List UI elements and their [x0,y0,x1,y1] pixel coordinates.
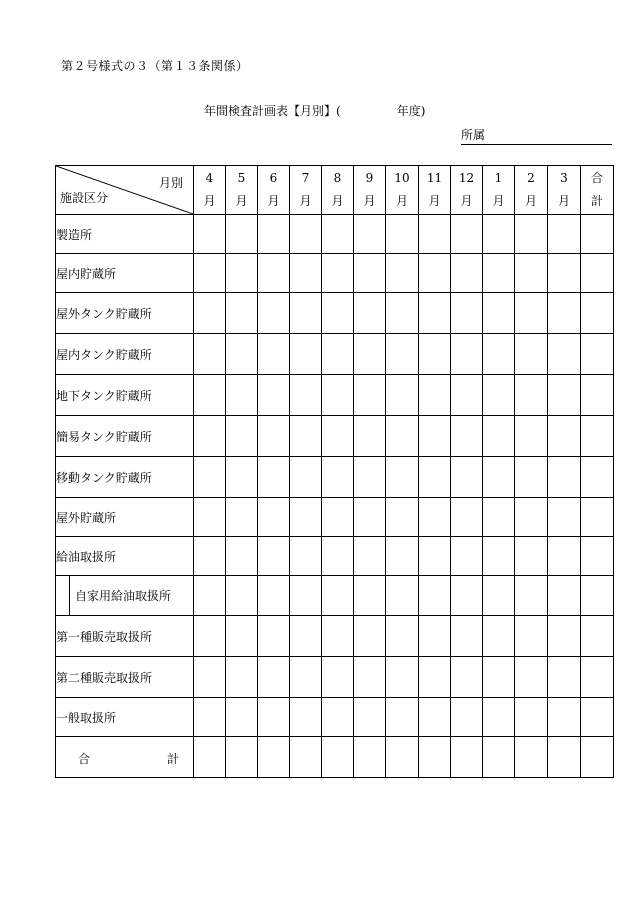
month-header-11 [419,166,451,215]
entry-cell[interactable] [322,576,354,616]
entry-cell[interactable] [258,737,290,778]
month-number: 2 [527,171,535,186]
month-unit: 月 [235,194,248,208]
entry-cell[interactable] [226,576,258,616]
entry-cell[interactable] [290,616,322,657]
entry-cell[interactable] [354,698,386,737]
month-number: 7 [301,171,310,186]
month-number: 12 [458,171,475,186]
month-unit: 月 [363,194,376,208]
entry-cell[interactable] [581,375,614,416]
entry-cell[interactable] [515,215,548,254]
table-row [56,498,614,537]
entry-cell[interactable] [419,293,451,334]
entry-cell[interactable] [322,537,354,576]
entry-cell[interactable] [354,657,386,698]
entry-cell[interactable] [258,334,290,375]
entry-cell[interactable] [581,537,614,576]
month-unit: 月 [203,194,216,208]
facility-label: 簡易タンク貯蔵所 [56,416,194,457]
entry-cell[interactable] [419,698,451,737]
entry-cell[interactable] [258,498,290,537]
month-header-6 [258,166,290,215]
month-unit: 月 [492,194,505,208]
entry-cell[interactable] [515,537,548,576]
entry-cell[interactable] [354,334,386,375]
entry-cell[interactable] [515,416,548,457]
entry-cell[interactable] [548,254,581,293]
entry-cell[interactable] [258,576,290,616]
entry-cell[interactable] [581,698,614,737]
entry-cell[interactable] [226,416,258,457]
entry-cell[interactable] [548,498,581,537]
entry-cell[interactable] [548,457,581,498]
facility-sublabel-cell [56,576,194,616]
entry-cell[interactable] [419,616,451,657]
entry-cell[interactable] [194,416,226,457]
entry-cell[interactable] [354,616,386,657]
entry-cell[interactable] [386,537,419,576]
month-header-1 [483,166,515,215]
month-header-5 [226,166,258,215]
entry-cell[interactable] [354,576,386,616]
header-row [56,166,614,215]
entry-cell[interactable] [451,334,483,375]
diagonal-header-cell [56,166,194,215]
entry-cell[interactable] [451,537,483,576]
entry-cell[interactable] [548,537,581,576]
entry-cell[interactable] [226,498,258,537]
entry-cell[interactable] [419,576,451,616]
entry-cell[interactable] [581,416,614,457]
entry-cell[interactable] [290,737,322,778]
total-column-bottom: 計 [590,194,603,208]
entry-cell[interactable] [322,498,354,537]
entry-cell[interactable] [354,293,386,334]
entry-cell[interactable] [581,737,614,778]
entry-cell[interactable] [483,576,515,616]
entry-cell[interactable] [258,375,290,416]
facility-label: 第二種販売取扱所 [56,657,194,698]
table-row [56,616,614,657]
entry-cell[interactable] [226,293,258,334]
total-row-label [56,737,194,778]
month-unit: 月 [331,194,344,208]
entry-cell[interactable] [483,215,515,254]
entry-cell[interactable] [386,616,419,657]
entry-cell[interactable] [194,215,226,254]
entry-cell[interactable] [548,576,581,616]
entry-cell[interactable] [226,254,258,293]
month-header-4 [194,166,226,215]
entry-cell[interactable] [322,375,354,416]
facility-label: 屋外貯蔵所 [56,498,194,537]
entry-cell[interactable] [386,457,419,498]
entry-cell[interactable] [419,457,451,498]
month-header-12 [451,166,483,215]
entry-cell[interactable] [483,698,515,737]
table-row [56,293,614,334]
entry-cell[interactable] [581,293,614,334]
entry-cell[interactable] [515,375,548,416]
entry-cell[interactable] [226,334,258,375]
entry-cell[interactable] [515,254,548,293]
entry-cell[interactable] [386,576,419,616]
total-row-right: 計 [166,752,179,766]
table-row [56,375,614,416]
entry-cell[interactable] [386,498,419,537]
entry-cell[interactable] [483,254,515,293]
table-row [56,215,614,254]
entry-cell[interactable] [322,616,354,657]
entry-cell[interactable] [581,576,614,616]
entry-cell[interactable] [290,416,322,457]
table-row [56,576,614,616]
total-column-header [581,166,614,215]
entry-cell[interactable] [581,254,614,293]
month-number: 9 [365,171,374,186]
inspection-plan-table [55,165,614,778]
entry-cell[interactable] [548,698,581,737]
entry-cell[interactable] [548,737,581,778]
entry-cell[interactable] [548,334,581,375]
entry-cell[interactable] [515,576,548,616]
facility-sublabel: 自家用給油取扱所 [69,576,193,615]
entry-cell[interactable] [258,616,290,657]
table-row [56,254,614,293]
entry-cell[interactable] [419,416,451,457]
entry-cell[interactable] [386,657,419,698]
document-title [204,102,425,119]
entry-cell[interactable] [515,616,548,657]
month-number: 6 [269,171,278,186]
entry-cell[interactable] [290,657,322,698]
table-row [56,537,614,576]
month-header-9 [354,166,386,215]
month-number: 4 [205,171,214,186]
entry-cell[interactable] [515,334,548,375]
entry-cell[interactable] [354,375,386,416]
table-row [56,457,614,498]
title-main: 年間検査計画表【月別】( [204,104,341,118]
entry-cell[interactable] [419,215,451,254]
entry-cell[interactable] [194,457,226,498]
entry-cell[interactable] [386,334,419,375]
entry-cell[interactable] [451,254,483,293]
entry-cell[interactable] [194,498,226,537]
month-header-10 [386,166,419,215]
month-header-7 [290,166,322,215]
month-number: 3 [560,171,568,186]
entry-cell[interactable] [451,416,483,457]
entry-cell[interactable] [548,416,581,457]
entry-cell[interactable] [386,293,419,334]
facility-label: 第一種販売取扱所 [56,616,194,657]
affiliation-field: 所属 [461,126,612,145]
month-header-8 [322,166,354,215]
entry-cell[interactable] [483,537,515,576]
entry-cell[interactable] [451,698,483,737]
entry-cell[interactable] [581,457,614,498]
entry-cell[interactable] [322,737,354,778]
form-number: 第２号様式の３（第１３条関係） [61,59,249,73]
entry-cell[interactable] [226,616,258,657]
total-row-left: 合 [78,752,91,766]
entry-cell[interactable] [483,416,515,457]
entry-cell[interactable] [322,215,354,254]
entry-cell[interactable] [226,215,258,254]
entry-cell[interactable] [322,698,354,737]
entry-cell[interactable] [386,375,419,416]
entry-cell[interactable] [226,657,258,698]
entry-cell[interactable] [515,498,548,537]
entry-cell[interactable] [194,254,226,293]
entry-cell[interactable] [386,215,419,254]
entry-cell[interactable] [451,293,483,334]
total-row [56,737,614,778]
month-unit: 月 [428,194,441,208]
entry-cell[interactable] [290,537,322,576]
entry-cell[interactable] [194,657,226,698]
entry-cell[interactable] [354,215,386,254]
total-column-top: 合 [590,171,603,186]
entry-cell[interactable] [451,215,483,254]
entry-cell[interactable] [451,616,483,657]
entry-cell[interactable] [354,537,386,576]
entry-cell[interactable] [451,498,483,537]
month-number: 1 [494,171,503,186]
month-unit: 月 [267,194,280,208]
entry-cell[interactable] [354,254,386,293]
entry-cell[interactable] [258,657,290,698]
facility-label: 給油取扱所 [56,537,194,576]
entry-cell[interactable] [258,416,290,457]
entry-cell[interactable] [258,698,290,737]
month-unit: 月 [557,194,570,208]
entry-cell[interactable] [194,576,226,616]
entry-cell[interactable] [354,737,386,778]
entry-cell[interactable] [226,698,258,737]
header-facility-label: 施設区分 [60,191,109,205]
entry-cell[interactable] [483,293,515,334]
table-row [56,416,614,457]
entry-cell[interactable] [290,254,322,293]
entry-cell[interactable] [258,293,290,334]
entry-cell[interactable] [258,537,290,576]
month-number: 10 [394,171,410,186]
entry-cell[interactable] [419,737,451,778]
entry-cell[interactable] [451,457,483,498]
entry-cell[interactable] [354,416,386,457]
entry-cell[interactable] [515,457,548,498]
entry-cell[interactable] [451,657,483,698]
facility-label: 一般取扱所 [56,698,194,737]
entry-cell[interactable] [419,375,451,416]
month-unit: 月 [395,194,408,208]
entry-cell[interactable] [581,616,614,657]
entry-cell[interactable] [419,334,451,375]
month-header-2 [515,166,548,215]
month-unit: 月 [299,194,312,208]
entry-cell[interactable] [322,657,354,698]
month-number: 5 [237,171,246,186]
entry-cell[interactable] [258,215,290,254]
entry-cell[interactable] [581,215,614,254]
month-header-3 [548,166,581,215]
entry-cell[interactable] [322,293,354,334]
entry-cell[interactable] [194,537,226,576]
entry-cell[interactable] [194,375,226,416]
entry-cell[interactable] [483,657,515,698]
entry-cell[interactable] [515,737,548,778]
entry-cell[interactable] [194,737,226,778]
entry-cell[interactable] [290,498,322,537]
entry-cell[interactable] [226,537,258,576]
entry-cell[interactable] [451,375,483,416]
entry-cell[interactable] [354,498,386,537]
entry-cell[interactable] [419,657,451,698]
entry-cell[interactable] [548,657,581,698]
entry-cell[interactable] [386,416,419,457]
entry-cell[interactable] [194,698,226,737]
entry-cell[interactable] [290,375,322,416]
facility-label: 屋内貯蔵所 [56,254,194,293]
entry-cell[interactable] [258,457,290,498]
entry-cell[interactable] [290,293,322,334]
header-month-label: 月別 [158,176,183,190]
entry-cell[interactable] [290,698,322,737]
table-row [56,698,614,737]
entry-cell[interactable] [483,457,515,498]
entry-cell[interactable] [483,737,515,778]
facility-label: 地下タンク貯蔵所 [56,375,194,416]
month-unit: 月 [524,194,537,208]
facility-label: 製造所 [56,215,194,254]
entry-cell[interactable] [354,457,386,498]
entry-cell[interactable] [548,375,581,416]
entry-cell[interactable] [226,737,258,778]
entry-cell[interactable] [419,537,451,576]
entry-cell[interactable] [322,254,354,293]
entry-cell[interactable] [483,334,515,375]
table-row [56,657,614,698]
entry-cell[interactable] [419,254,451,293]
title-year-suffix: 年度) [396,104,426,118]
entry-cell[interactable] [548,215,581,254]
entry-cell[interactable] [290,334,322,375]
entry-cell[interactable] [290,576,322,616]
month-unit: 月 [460,194,473,208]
table-row [56,334,614,375]
entry-cell[interactable] [581,334,614,375]
entry-cell[interactable] [386,737,419,778]
entry-cell[interactable] [322,416,354,457]
entry-cell[interactable] [290,215,322,254]
entry-cell[interactable] [548,616,581,657]
entry-cell[interactable] [581,657,614,698]
entry-cell[interactable] [419,498,451,537]
entry-cell[interactable] [483,375,515,416]
entry-cell[interactable] [483,616,515,657]
entry-cell[interactable] [548,293,581,334]
facility-label: 移動タンク貯蔵所 [56,457,194,498]
facility-label: 屋内タンク貯蔵所 [56,334,194,375]
facility-label: 屋外タンク貯蔵所 [56,293,194,334]
entry-cell[interactable] [322,457,354,498]
entry-cell[interactable] [226,457,258,498]
entry-cell[interactable] [290,457,322,498]
entry-cell[interactable] [515,698,548,737]
month-number: 11 [426,171,443,186]
entry-cell[interactable] [451,576,483,616]
entry-cell[interactable] [258,254,290,293]
entry-cell[interactable] [386,698,419,737]
entry-cell[interactable] [226,375,258,416]
entry-cell[interactable] [451,737,483,778]
entry-cell[interactable] [322,334,354,375]
month-number: 8 [333,171,342,186]
entry-cell[interactable] [515,657,548,698]
entry-cell[interactable] [515,293,548,334]
entry-cell[interactable] [194,334,226,375]
entry-cell[interactable] [194,616,226,657]
entry-cell[interactable] [386,254,419,293]
entry-cell[interactable] [194,293,226,334]
entry-cell[interactable] [483,498,515,537]
entry-cell[interactable] [581,498,614,537]
